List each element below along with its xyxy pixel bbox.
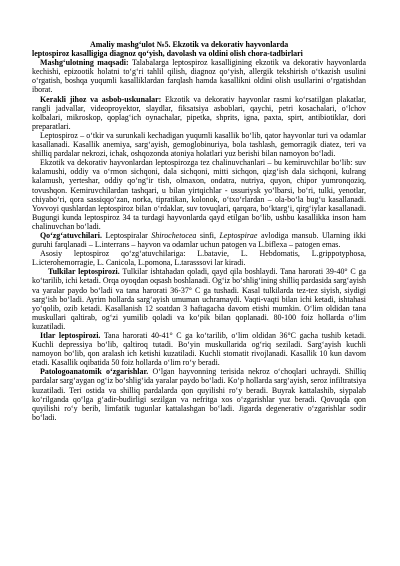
- agent-genus: Leptospirae: [219, 230, 258, 240]
- agent-text-1: Leptospiralar: [105, 230, 148, 240]
- title-line-1: Amaliy mashg‘ulot №5. Ekzotik va dekorativ hayvonlarda: [90, 40, 289, 49]
- aim-text: Talabalarga leptospiroz kasalligining ekzotik va dekorativ hayvonlarda kechishi, epizootik holatni to‘g‘ri tahlil qilish, diagnoz qo‘yish, allergik tekshirish o‘tkazish usulini o‘rgatish, boshqa yuqumli kasalliklardan farqlash hamda kasallikni oldini olish usullarini o‘rgatishdan iborat.: [32, 58, 367, 95]
- susceptible-animals-paragraph: Ekzotik va dekorativ hayvonlardan leptospirozga tez chalinuvchanlari – bu kemiruvchilar bo‘lib: suv kalamushi, oddiy va o‘rmon sichqoni, dala sichqoni, mitti sichqon, qizg‘ish dala sichqoni, kulrang kalamush, yerteshar, oddiy qo‘ng‘ir tish, olmaxon, ondatra, nutriya, quyon, chipor yumronqoziq, tovushqon. Kemiruvchilardan tashqari, u bilan yirtqichlar - ussuriysk yo‘lbarsi, bo‘ri, tulki, yenotlar, chiyabo‘ri, qora sassiqqo‘zan, norka, tipratikan, kolonok, o‘txo‘rlardan – ola-bo‘la bug‘u kasallanadi. Yovvoyi qushlardan leptospiroz bilan o‘rdaklar, suv tovuqlari, qarqara, bo‘ktarg‘i, qirg‘iylar kasallanadi. Bugungi kunda leptospiroz 34 ta turdagi hayvonlarda qayd etilgan bo‘lib, ushbu kasallikka inson ham chalinuvchan bo‘ladi.: [32, 158, 366, 231]
- serotypes-paragraph: Asosiy leptospiroz qo‘zg‘atuvchilariga: L.batavie, L. Hebdomatis, L.grippotyphosa, L.icterohemorragie, L. Canicola, L.pomona, L.tarasssovi lar kiradi.: [32, 249, 366, 268]
- pathology-label: Patologoanatomik o‘zgarishlar.: [40, 367, 149, 377]
- dog-paragraph: [32, 331, 366, 367]
- agent-label: Qo‘zg‘atuvchilari.: [40, 230, 102, 240]
- equipment-text: Ekzotik va dekorativ hayvonlar rasmi ko‘rsatilgan plakatlar, rangli jadvallar, videoproyektor, slaydlar, fiksatsiya asboblari, qaychi, petri kosachalari, o‘lchov kolbalari, mikroskop, qoplag‘ich oynachalar, pipetka, shprits, igna, paxta, spirt, antibiotiklar, dori preparatlari.: [32, 94, 367, 131]
- agent-text-2: sinfi,: [199, 230, 216, 240]
- agent-text-3: avlodiga mansub. Ularning ikki guruhi farqlanadi – L.interrans – hayvon va odamlar uchun patogen va L.biflexa – patogen emas.: [32, 230, 367, 250]
- agent-family: Shirochetocea: [151, 230, 197, 240]
- title-line-2: leptospiroz kasalligiga diagnoz qo‘yish, davolash va oldini olish chora-tadbirlari: [32, 49, 303, 59]
- fox-paragraph: [32, 267, 366, 331]
- pathology-text: O‘lgan hayvonning terisida nekroz o‘choqlari uchraydi. Shilliq pardalar sarg‘aygan og‘iz bo‘shlig‘ida yaralar paydo bo‘ladi. Ko‘p hollarda sarg‘ayish, seroz infiltratsiya kuzatiladi. Teri ostida va shilliq pardalarda qon quyilishi ro‘y beradi. Buyrak kattalashib, siypalab ko‘rilganda qo‘lga g‘adir-budirligi sezilgan va nefritga xos o‘zgarishlar yuz beradi. Qovuqda qon quyilishi ro‘y berib, limfatik tugunlar kattalashgan bo‘ladi. Jigarda degenerativ o‘zgarishlar sodir bo‘ladi.: [32, 367, 366, 422]
- agent-paragraph: [32, 231, 366, 249]
- aim-label: Mashg‘ulotning maqsadi:: [40, 58, 129, 68]
- fox-text: Tulkilar ishtahadan qoladi, qayd qila boshlaydi. Tana harorati 39-40° C ga ko‘tarilib, ichi ketadi. Orqa oyoqdan oqsash boshlanadi. Og‘iz bo‘shlig‘ining shilliq pardasida sarg‘ayish va yaralar paydo bo‘ladi va tana harorati 36-37° C ga tushadi. Kasal tulkilarda tez-tez siyish, siydigi sarg‘ish bo‘ladi. Ayrim hollarda sarg‘ayish umuman uchramaydi. Vaqti-vaqti bilan ichi ketadi, ishtahasi yo‘qolib, ozib ketadi. Kasallanish 12 soatdan 3 haftagacha davom etishi mumkin. O‘lim oldidan tana muskullari qaltirab, og‘zi yumilib qoladi va ko‘pik bilan qoplanadi. 80-100 foiz hollarda o‘lim kuzatiladi.: [32, 267, 366, 331]
- definition-paragraph: Leptospiroz – o‘tkir va surunkali kechadigan yuqumli kasallik bo‘lib, qator hayvonlar turi va odamlar kasallanadi. Kasallik anemiya, sarg‘ayish, gemoglobinuriya, bola tashlash, gemorragik diatez, teri va shilliq pardalar nekrozi, ichak, oshqozonda atoniya holatlari yuz berishi bilan namoyon bo‘ladi.: [32, 130, 366, 159]
- pathology-paragraph: [32, 367, 366, 422]
- dog-label: Itlar leptospirozi.: [40, 331, 101, 340]
- dog-text: Tana harorati 40-41° C ga ko‘tarilib, o‘lim oldidan 36°C gacha tushib ketadi. Kuchli depressiya bo‘lib, qaltiroq tutadi. Bo‘yin muskullarida og‘riq seziladi. Sarg‘ayish kuchli namoyon bo‘lib, qon aralash ich ketishi kuzatiladi. Kuchli stomatit rivojlanadi. Kasallik 10 kun davom etadi. Kasallik oqibatida 50 foiz hollarda o‘lim ro‘y beradi.: [32, 331, 367, 368]
- equipment-paragraph: [32, 95, 366, 131]
- aim-paragraph: [32, 58, 366, 94]
- equipment-label: Kerakli jihoz va asbob-uskunalar:: [40, 94, 162, 104]
- fox-label: Tulkilar leptospirozi.: [48, 267, 120, 277]
- page-title: [32, 40, 366, 58]
